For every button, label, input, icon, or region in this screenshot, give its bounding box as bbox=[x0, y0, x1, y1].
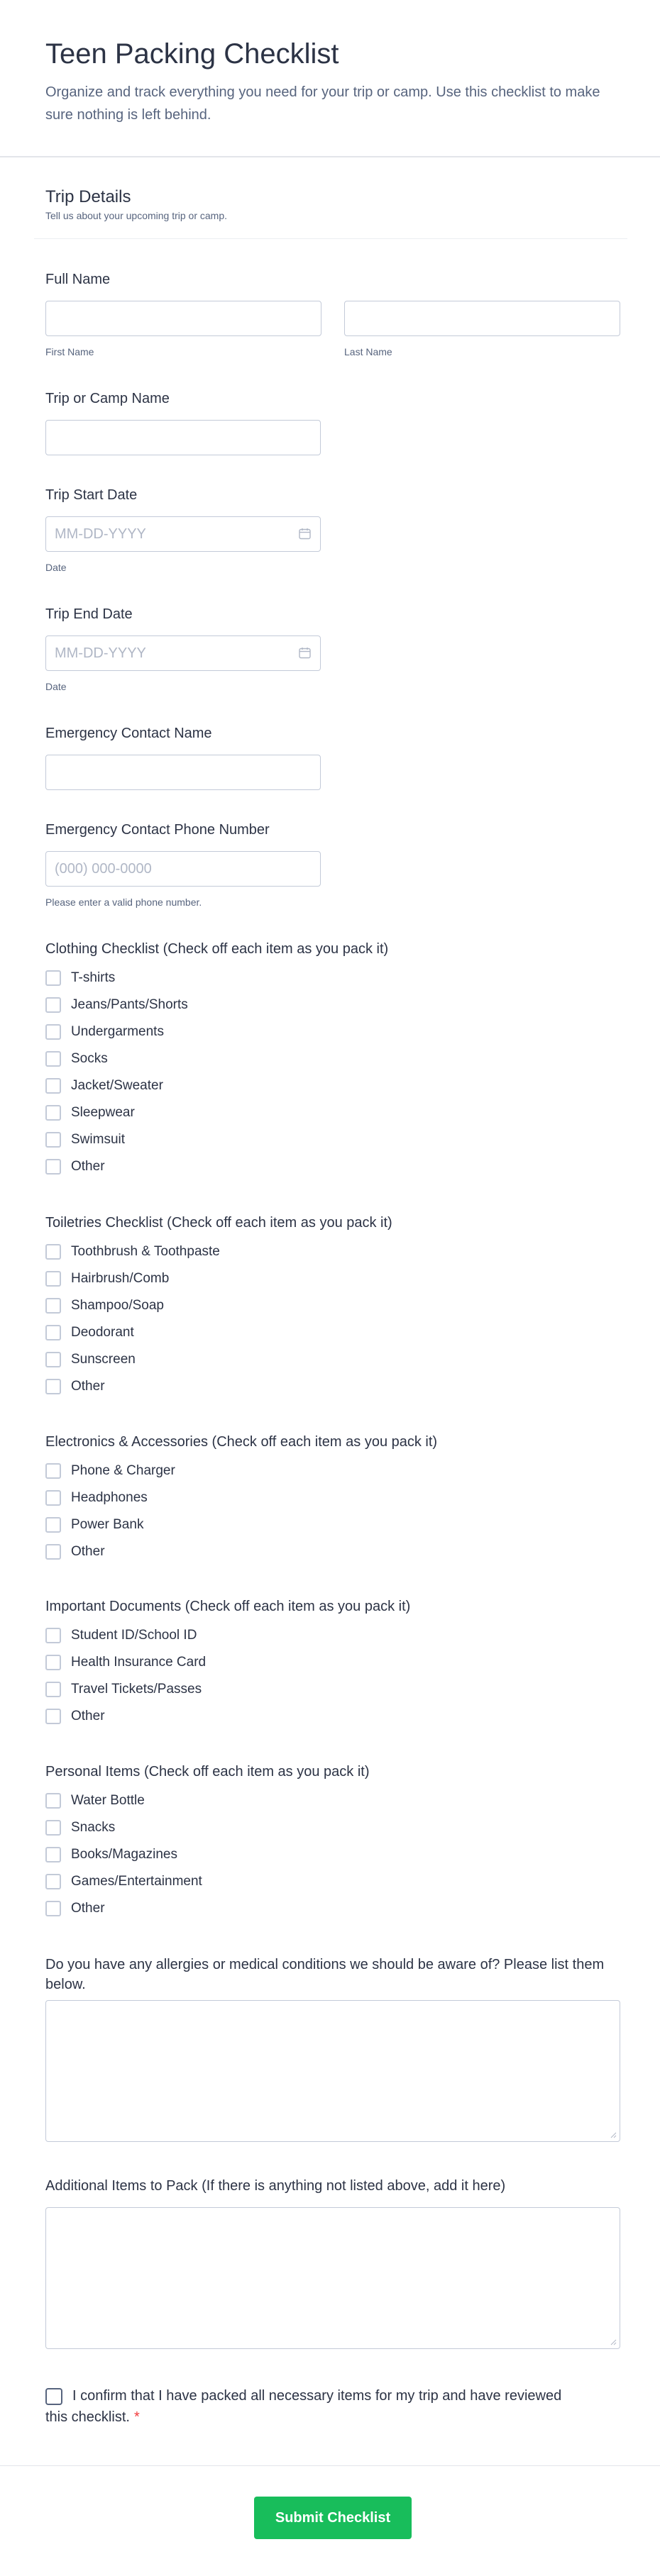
checkbox[interactable] bbox=[45, 1490, 61, 1506]
option-label: Socks bbox=[71, 1051, 108, 1066]
additional-items-field bbox=[45, 2176, 620, 2349]
checkbox[interactable] bbox=[45, 1051, 61, 1067]
allergies-label: Do you have any allergies or medical conditions we should be aware of? Please list them below. bbox=[45, 1957, 605, 1992]
option-label: Other bbox=[71, 1159, 105, 1174]
last-name-input[interactable] bbox=[344, 301, 620, 336]
option-label: Power Bank bbox=[71, 1517, 144, 1532]
checkbox-option[interactable] bbox=[45, 1511, 620, 1538]
option-label: Sleepwear bbox=[71, 1105, 135, 1120]
checkbox[interactable] bbox=[45, 1544, 61, 1560]
option-label: Toothbrush & Toothpaste bbox=[71, 1244, 220, 1259]
option-label: Games/Entertainment bbox=[71, 1874, 202, 1889]
checkbox[interactable] bbox=[45, 1379, 61, 1394]
first-name-input[interactable] bbox=[45, 301, 321, 336]
option-label: Student ID/School ID bbox=[71, 1628, 197, 1643]
emergency-name-field bbox=[45, 723, 620, 790]
checkbox[interactable] bbox=[45, 1793, 61, 1809]
emergency-phone-input[interactable] bbox=[45, 851, 321, 887]
resize-grip-icon[interactable] bbox=[610, 2338, 617, 2345]
required-asterisk: * bbox=[133, 2409, 140, 2425]
option-label: Books/Magazines bbox=[71, 1847, 177, 1862]
checkbox-option[interactable] bbox=[45, 1484, 620, 1511]
checkbox[interactable] bbox=[45, 1078, 61, 1094]
section-divider bbox=[34, 238, 627, 239]
option-label: Other bbox=[71, 1379, 105, 1394]
option-label: Health Insurance Card bbox=[71, 1655, 207, 1670]
checkbox[interactable] bbox=[45, 970, 61, 986]
documents-checklist bbox=[45, 1597, 620, 1730]
checkbox[interactable] bbox=[45, 1655, 61, 1670]
trip-name-label: Trip or Camp Name bbox=[45, 391, 170, 406]
checkbox-option[interactable] bbox=[45, 992, 620, 1018]
checkbox-option[interactable] bbox=[45, 1649, 620, 1676]
option-label: Swimsuit bbox=[71, 1132, 126, 1147]
confirm-field bbox=[45, 2385, 571, 2428]
checkbox-option[interactable] bbox=[45, 1458, 620, 1484]
allergies-field bbox=[45, 1955, 620, 2142]
checkbox-option[interactable] bbox=[45, 1841, 620, 1868]
start-date-label: Trip Start Date bbox=[45, 487, 138, 503]
option-label: Headphones bbox=[71, 1490, 148, 1505]
allergies-textarea[interactable] bbox=[45, 2000, 620, 2142]
additional-items-textarea[interactable] bbox=[45, 2207, 620, 2349]
end-date-sublabel: Date bbox=[45, 681, 67, 692]
option-label: T-shirts bbox=[71, 970, 116, 985]
checkbox[interactable] bbox=[45, 1847, 61, 1862]
electronics-checklist bbox=[45, 1432, 620, 1565]
checkbox-option[interactable] bbox=[45, 1895, 620, 1922]
checkbox-option[interactable] bbox=[45, 1018, 620, 1045]
personal-items-checklist bbox=[45, 1762, 620, 1922]
end-date-input[interactable] bbox=[45, 635, 321, 671]
checkbox-option[interactable] bbox=[45, 1814, 620, 1841]
checkbox[interactable] bbox=[45, 1901, 61, 1916]
header-divider bbox=[0, 156, 660, 157]
checkbox[interactable] bbox=[45, 1159, 61, 1175]
option-label: Deodorant bbox=[71, 1325, 134, 1340]
checkbox-option[interactable] bbox=[45, 1238, 620, 1265]
toiletries-label: Toiletries Checklist (Check off each item as you pack it) bbox=[45, 1215, 392, 1231]
emergency-name-label: Emergency Contact Name bbox=[45, 726, 212, 741]
electronics-label: Electronics & Accessories (Check off each item as you pack it) bbox=[45, 1434, 438, 1450]
checkbox[interactable] bbox=[45, 1024, 61, 1040]
option-label: Water Bottle bbox=[71, 1793, 145, 1808]
documents-label: Important Documents (Check off each item as you pack it) bbox=[45, 1599, 411, 1614]
option-label: Undergarments bbox=[71, 1024, 164, 1039]
checkbox-option[interactable] bbox=[45, 1319, 620, 1346]
option-label: Jeans/Pants/Shorts bbox=[71, 997, 188, 1012]
calendar-icon[interactable] bbox=[299, 528, 311, 540]
checkbox-option[interactable] bbox=[45, 1072, 620, 1099]
option-label: Phone & Charger bbox=[71, 1463, 175, 1478]
section-header bbox=[45, 186, 627, 221]
checkbox-option[interactable] bbox=[45, 1265, 620, 1292]
checkbox[interactable] bbox=[45, 1352, 61, 1367]
checkbox-option[interactable] bbox=[45, 1787, 620, 1814]
checkbox-option[interactable] bbox=[45, 1292, 620, 1319]
form-header bbox=[45, 37, 613, 126]
personal-items-label: Personal Items (Check off each item as you pack it) bbox=[45, 1764, 370, 1780]
checkbox[interactable] bbox=[45, 1517, 61, 1533]
trip-name-input[interactable] bbox=[45, 420, 321, 455]
checkbox-option[interactable] bbox=[45, 1676, 620, 1703]
start-date-sublabel: Date bbox=[45, 562, 67, 573]
full-name-label: Full Name bbox=[45, 272, 111, 287]
end-date-label: Trip End Date bbox=[45, 606, 133, 622]
emergency-phone-label: Emergency Contact Phone Number bbox=[45, 822, 270, 838]
checkbox[interactable] bbox=[45, 1244, 61, 1260]
checkbox-option[interactable] bbox=[45, 1346, 620, 1373]
option-label: Other bbox=[71, 1709, 105, 1723]
form-title: Teen Packing Checklist bbox=[45, 38, 339, 70]
clothing-label: Clothing Checklist (Check off each item as you pack it) bbox=[45, 941, 389, 957]
checkbox[interactable] bbox=[45, 1682, 61, 1697]
emergency-name-input[interactable] bbox=[45, 755, 321, 790]
checkbox[interactable] bbox=[45, 1463, 61, 1479]
checkbox[interactable] bbox=[45, 1709, 61, 1724]
emergency-phone-field bbox=[45, 820, 620, 908]
additional-items-label: Additional Items to Pack (If there is anything not listed above, add it here) bbox=[45, 2178, 506, 2194]
option-label: Shampoo/Soap bbox=[71, 1298, 164, 1313]
checkbox[interactable] bbox=[45, 1874, 61, 1889]
section-subtitle: Tell us about your upcoming trip or camp. bbox=[45, 210, 228, 221]
section-title: Trip Details bbox=[45, 187, 131, 206]
confirm-label: I confirm that I have packed all necessary items for my trip and have reviewed this checklist. bbox=[45, 2388, 562, 2425]
option-label: Hairbrush/Comb bbox=[71, 1271, 170, 1286]
option-label: Other bbox=[71, 1544, 105, 1559]
checkbox[interactable] bbox=[45, 1628, 61, 1643]
first-name-sublabel: First Name bbox=[45, 346, 94, 357]
form-subtitle: Organize and track everything you need for your trip or camp. Use this checklist to make sure nothing is left behind. bbox=[45, 84, 600, 123]
full-name-field bbox=[45, 270, 620, 357]
checkbox[interactable] bbox=[45, 997, 61, 1013]
checkbox-option[interactable] bbox=[45, 1373, 620, 1400]
checkbox[interactable] bbox=[45, 1298, 61, 1314]
option-label: Snacks bbox=[71, 1820, 116, 1835]
last-name-sublabel: Last Name bbox=[344, 346, 392, 357]
checkbox[interactable] bbox=[45, 1820, 61, 1836]
option-label: Other bbox=[71, 1901, 105, 1916]
footer-divider bbox=[0, 2465, 660, 2466]
checkbox[interactable] bbox=[45, 1325, 61, 1340]
option-label: Jacket/Sweater bbox=[71, 1078, 163, 1093]
submit-button[interactable]: Submit Checklist bbox=[254, 2497, 412, 2539]
start-date-field bbox=[45, 485, 620, 573]
trip-name-field bbox=[45, 389, 620, 455]
checkbox[interactable] bbox=[45, 1132, 61, 1148]
end-date-field bbox=[45, 604, 620, 692]
option-label: Travel Tickets/Passes bbox=[71, 1682, 202, 1697]
checkbox[interactable] bbox=[45, 1271, 61, 1287]
option-label: Sunscreen bbox=[71, 1352, 136, 1367]
start-date-input[interactable] bbox=[45, 516, 321, 552]
checkbox[interactable] bbox=[45, 1105, 61, 1121]
checkbox-option[interactable] bbox=[45, 1703, 620, 1730]
toiletries-checklist bbox=[45, 1213, 620, 1400]
clothing-checklist bbox=[45, 939, 620, 1180]
emergency-phone-sublabel: Please enter a valid phone number. bbox=[45, 896, 202, 908]
checkbox-option[interactable] bbox=[45, 965, 620, 992]
checkbox-option[interactable] bbox=[45, 1099, 620, 1126]
checkbox-option[interactable] bbox=[45, 1868, 620, 1895]
checkbox-option[interactable] bbox=[45, 1622, 620, 1649]
checkbox-option[interactable] bbox=[45, 1538, 620, 1565]
calendar-icon[interactable] bbox=[299, 647, 311, 659]
resize-grip-icon[interactable] bbox=[610, 2131, 617, 2138]
checkbox-option[interactable] bbox=[45, 1126, 620, 1153]
checkbox-option[interactable] bbox=[45, 1153, 620, 1180]
checkbox-option[interactable] bbox=[45, 1045, 620, 1072]
